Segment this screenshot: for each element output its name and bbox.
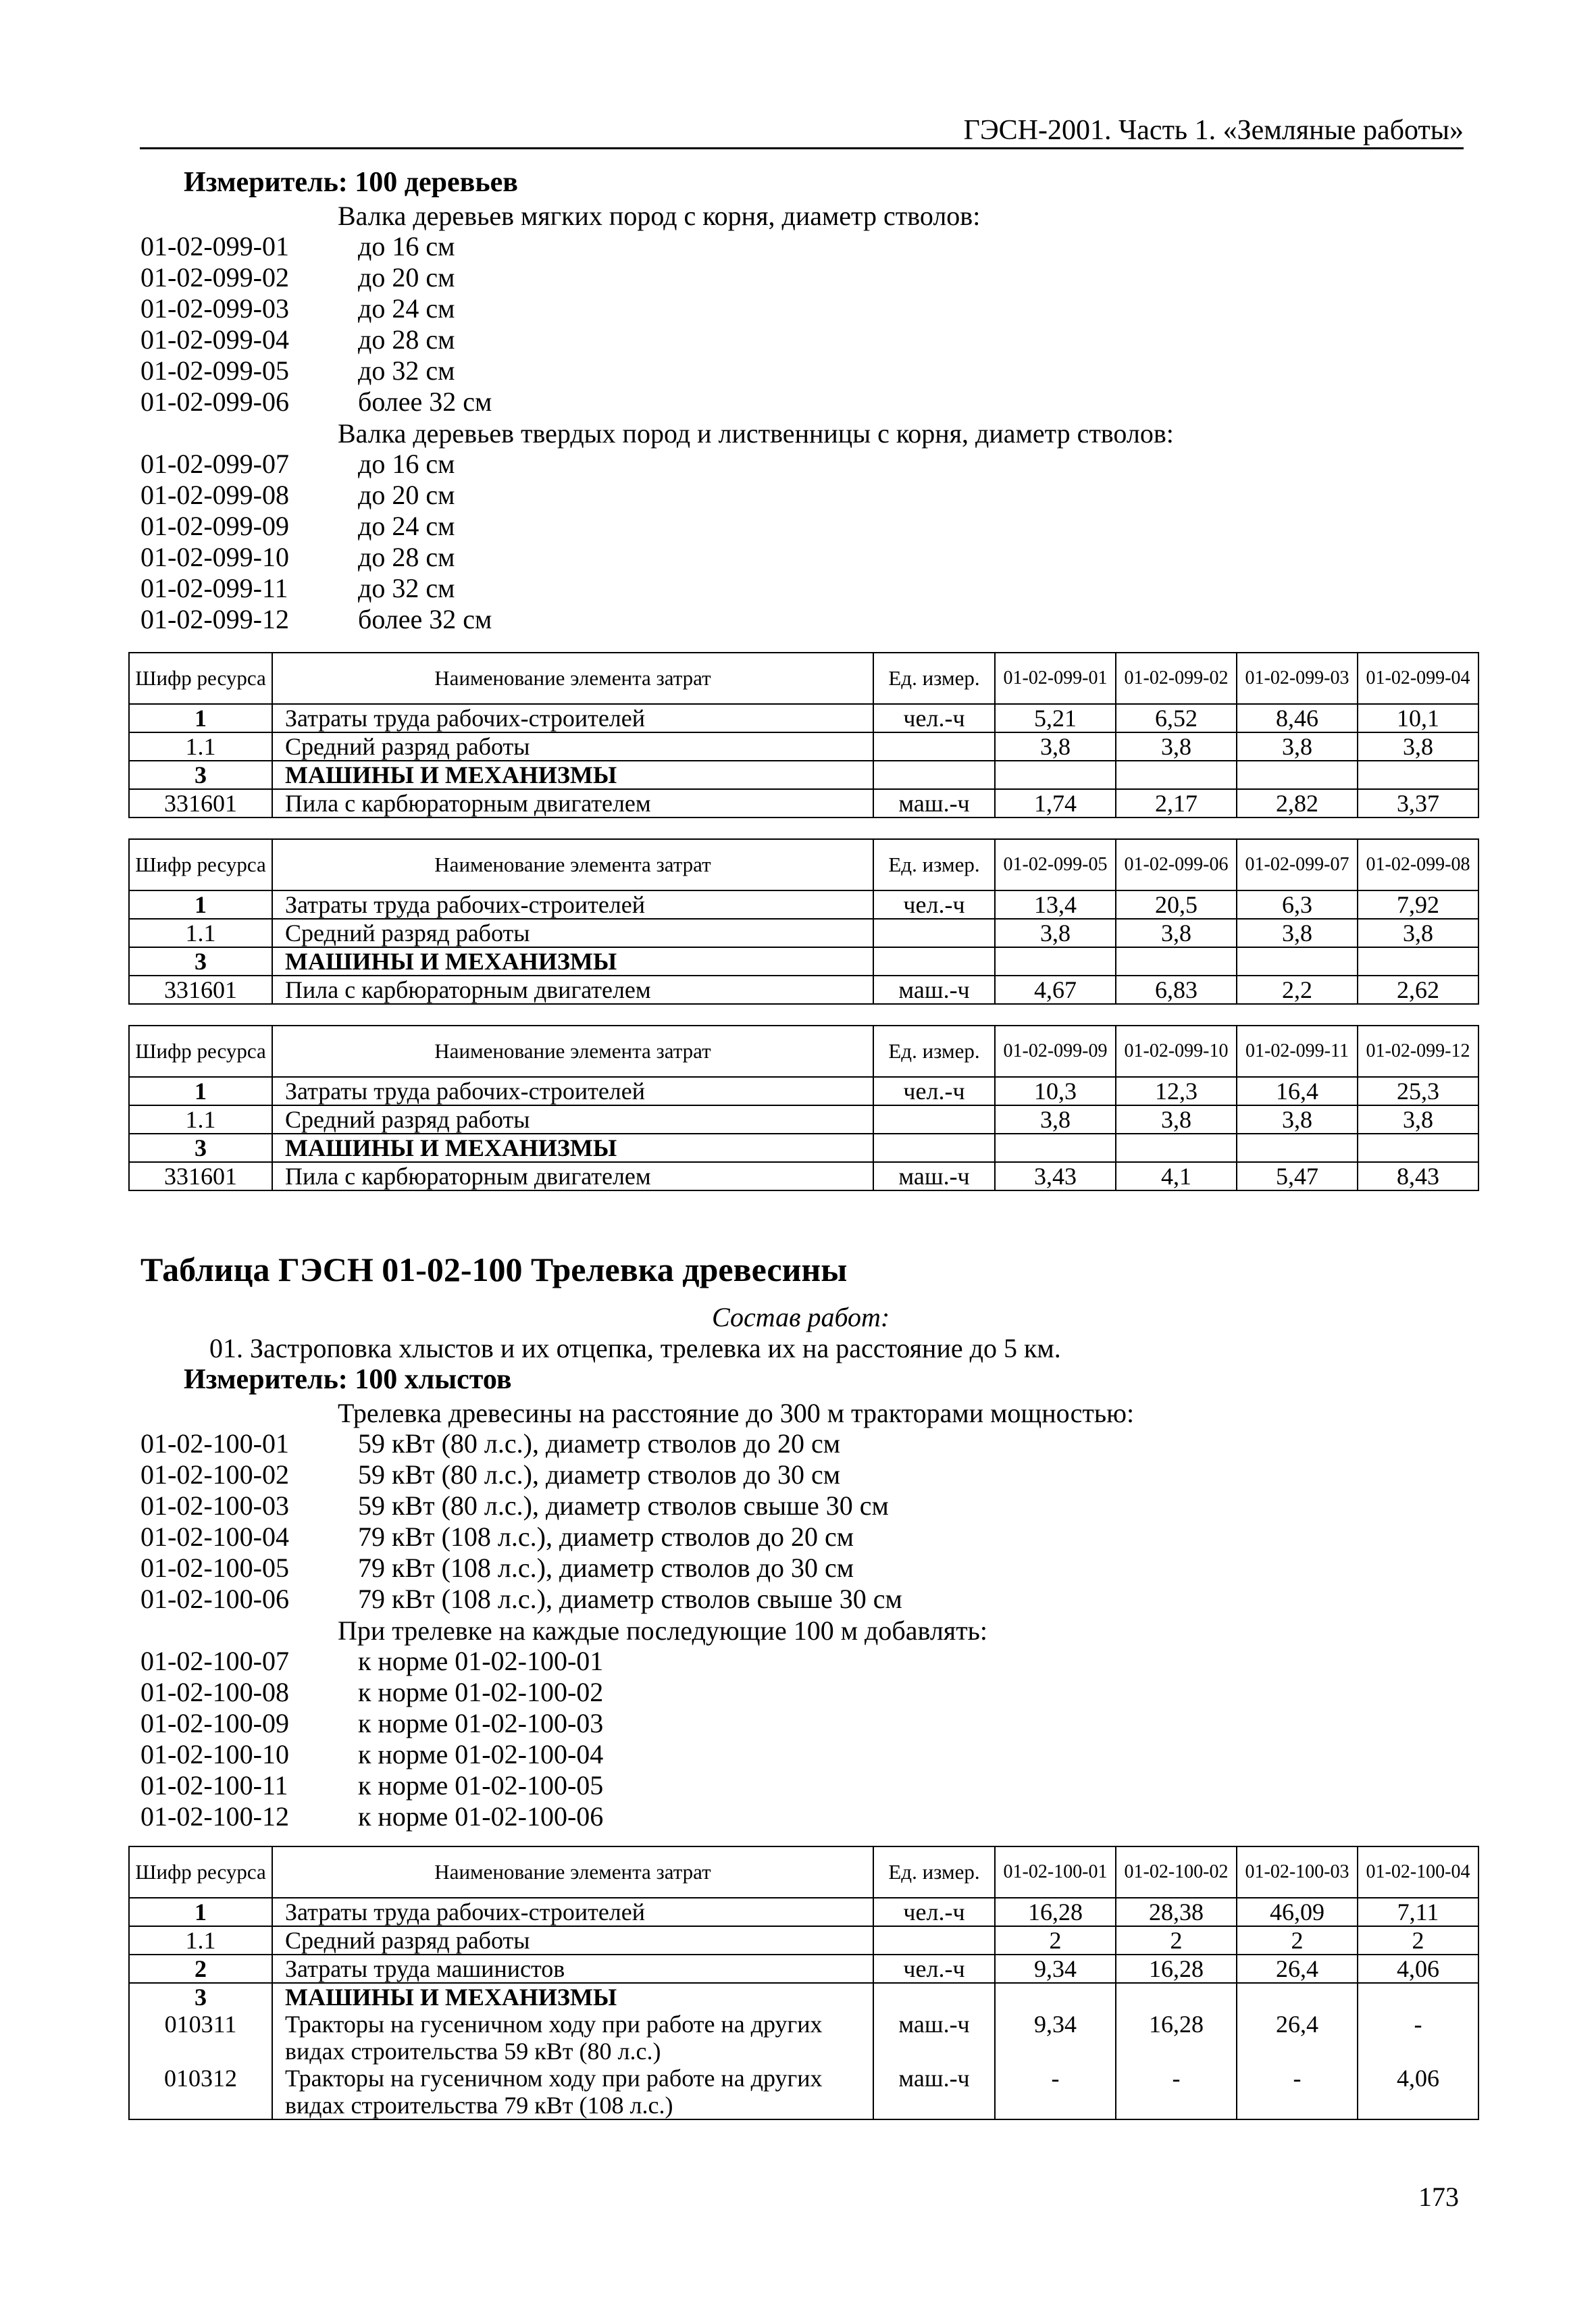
cell: 10,3: [995, 1077, 1116, 1105]
cell: [873, 761, 995, 789]
desc-list: [358, 449, 492, 635]
desc-item: 79 кВт (108 л.с.), диаметр стволов до 30 см: [358, 1553, 854, 1583]
desc-list: [358, 1428, 902, 1615]
code-item: 01-02-099-07: [140, 449, 289, 479]
cell: 3,8: [1237, 732, 1358, 761]
cell: Пила с карбюраторным двигателем: [272, 789, 873, 818]
desc-item: к норме 01-02-100-02: [358, 1677, 604, 1707]
cell: 331601: [129, 789, 272, 818]
cell: [1358, 761, 1478, 789]
table-row: [129, 1162, 1478, 1190]
cell: 1,74: [995, 789, 1116, 818]
desc-item: к норме 01-02-100-05: [358, 1770, 604, 1801]
works-label: Состав работ:: [712, 1302, 890, 1332]
cell: Затраты труда рабочих-строителей: [272, 1898, 873, 1926]
cell: 7,92: [1358, 890, 1478, 919]
cell: 3: [129, 1134, 272, 1162]
cell: 2: [995, 1926, 1116, 1955]
cell: 1: [129, 890, 272, 919]
table-row: [129, 1983, 1478, 2065]
cell: 3,8: [1116, 1105, 1237, 1134]
cell: 16,28: [1116, 1955, 1237, 1983]
desc-item: до 32 см: [358, 573, 455, 603]
cell: 2,62: [1358, 976, 1478, 1004]
code-item: 01-02-100-12: [140, 1801, 289, 1832]
cell: 1.1: [129, 732, 272, 761]
desc-item: к норме 01-02-100-03: [358, 1708, 604, 1738]
cell: 1.1: [129, 919, 272, 947]
cell: [873, 1926, 995, 1955]
cell: 2,82: [1237, 789, 1358, 818]
cell: маш.-ч: [873, 789, 995, 818]
cell: [1116, 761, 1237, 789]
resource-table: [128, 652, 1479, 818]
cell: 3,8: [1116, 732, 1237, 761]
cell: [995, 947, 1116, 976]
table-header-row: [129, 1026, 1478, 1077]
col-unit: Ед. измер.: [873, 839, 995, 890]
cell: 4,06: [1358, 2065, 1478, 2119]
cell: 3,8: [995, 1105, 1116, 1134]
cell: Затраты труда рабочих-строителей: [272, 890, 873, 919]
cell: 9,34: [995, 1955, 1116, 1983]
cell: [1237, 1134, 1358, 1162]
desc-list: [358, 231, 492, 418]
cell: 3,37: [1358, 789, 1478, 818]
col-code: Шифр ресурса: [129, 1026, 272, 1077]
cell: 13,4: [995, 890, 1116, 919]
table-row: [129, 947, 1478, 976]
cell: [1116, 947, 1237, 976]
table-row: [129, 2065, 1478, 2119]
cell: 3,8: [1237, 1105, 1358, 1134]
cell: [1358, 1134, 1478, 1162]
cell: маш.-ч: [873, 2065, 995, 2119]
desc-item: 79 кВт (108 л.с.), диаметр стволов свыше 30 см: [358, 1584, 902, 1614]
cell: Средний разряд работы: [272, 919, 873, 947]
cell: 16,28: [1116, 1983, 1237, 2065]
cell: 2,2: [1237, 976, 1358, 1004]
cell: чел.-ч: [873, 1898, 995, 1926]
col-norm: 01-02-100-04: [1358, 1846, 1478, 1898]
col-unit: Ед. измер.: [873, 1026, 995, 1077]
cell: -: [1116, 2065, 1237, 2119]
table-row: [129, 704, 1478, 732]
col-norm: 01-02-100-02: [1116, 1846, 1237, 1898]
meter-value: 100 хлыстов: [355, 1364, 512, 1395]
cell: [1116, 1134, 1237, 1162]
cell: 5,47: [1237, 1162, 1358, 1190]
col-norm: 01-02-099-09: [995, 1026, 1116, 1077]
cell: 25,3: [1358, 1077, 1478, 1105]
cell: 2: [1116, 1926, 1237, 1955]
code-item: 01-02-100-04: [140, 1521, 289, 1552]
col-name: Наименование элемента затрат: [272, 1026, 873, 1077]
cell: [995, 761, 1116, 789]
code-item: 01-02-100-03: [140, 1490, 289, 1521]
cell: 28,38: [1116, 1898, 1237, 1926]
cell: 5,21: [995, 704, 1116, 732]
code-item: 01-02-099-12: [140, 604, 289, 634]
code-item: 01-02-099-04: [140, 324, 289, 355]
desc-item: до 16 см: [358, 449, 455, 479]
cell: маш.-ч: [873, 1983, 995, 2065]
desc-item: до 28 см: [358, 324, 455, 355]
group-title: Валка деревьев мягких пород с корня, диаметр стволов:: [338, 201, 981, 231]
cell: 1.1: [129, 1105, 272, 1134]
table-header-row: [129, 839, 1478, 890]
cell: 10,1: [1358, 704, 1478, 732]
cell: Средний разряд работы: [272, 732, 873, 761]
code-item: 01-02-100-07: [140, 1646, 289, 1676]
code-list: [140, 449, 289, 635]
cell: [873, 919, 995, 947]
col-norm: 01-02-099-01: [995, 653, 1116, 704]
cell: [873, 947, 995, 976]
col-norm: 01-02-100-01: [995, 1846, 1116, 1898]
desc-item: до 16 см: [358, 231, 455, 261]
cell: Пила с карбюраторным двигателем: [272, 1162, 873, 1190]
cell: 3,8: [1237, 919, 1358, 947]
resource-table: [128, 1025, 1479, 1191]
resource-table: [128, 1846, 1479, 2120]
col-code: Шифр ресурса: [129, 653, 272, 704]
cell: МАШИНЫ И МЕХАНИЗМЫ: [272, 947, 873, 976]
cell: 3,8: [1358, 732, 1478, 761]
code-list: [140, 1646, 289, 1832]
table-row: [129, 890, 1478, 919]
col-norm: 01-02-099-08: [1358, 839, 1478, 890]
col-norm: 01-02-099-02: [1116, 653, 1237, 704]
col-norm: 01-02-100-03: [1237, 1846, 1358, 1898]
meter-label: Измеритель:: [184, 167, 348, 198]
cell: [129, 1983, 272, 2065]
desc-item: до 20 см: [358, 262, 455, 293]
code-item: 01-02-100-02: [140, 1459, 289, 1490]
col-name: Наименование элемента затрат: [272, 839, 873, 890]
col-norm: 01-02-099-07: [1237, 839, 1358, 890]
col-unit: Ед. измер.: [873, 1846, 995, 1898]
cell: -: [995, 2065, 1116, 2119]
table-header-row: [129, 653, 1478, 704]
desc-item: до 28 см: [358, 542, 455, 572]
cell: МАШИНЫ И МЕХАНИЗМЫ: [272, 1134, 873, 1162]
cell: 2: [129, 1955, 272, 1983]
code-item: 01-02-100-08: [140, 1677, 289, 1707]
code-list: [140, 1428, 289, 1615]
code-item: 01-02-100-06: [140, 1584, 289, 1614]
running-header: [140, 114, 1464, 149]
code-item: 01-02-100-09: [140, 1708, 289, 1738]
col-name: Наименование элемента затрат: [272, 653, 873, 704]
cell: 4,1: [1116, 1162, 1237, 1190]
cell: 2: [1358, 1926, 1478, 1955]
desc-item: 59 кВт (80 л.с.), диаметр стволов до 20 см: [358, 1428, 841, 1459]
code-item: 01-02-100-11: [140, 1770, 288, 1801]
cell: 3,8: [1116, 919, 1237, 947]
cell: 3: [129, 761, 272, 789]
cell: Тракторы на гусеничном ходу при работе на других видах строительства 79 кВт (108 л.с.): [272, 2065, 873, 2119]
code-item: 01-02-099-08: [140, 480, 289, 510]
desc-list: [358, 1646, 603, 1832]
cell: маш.-ч: [873, 976, 995, 1004]
meter-label: Измеритель:: [184, 1364, 348, 1395]
cell: 3,8: [1358, 919, 1478, 947]
code-list: [140, 231, 289, 418]
desc-item: до 24 см: [358, 293, 455, 324]
table-row: [129, 732, 1478, 761]
cell: [873, 732, 995, 761]
cell: 12,3: [1116, 1077, 1237, 1105]
cell: Средний разряд работы: [272, 1926, 873, 1955]
cell: 16,4: [1237, 1077, 1358, 1105]
group-title: Трелевка древесины на расстояние до 300 м тракторами мощностью:: [338, 1398, 1135, 1428]
desc-item: к норме 01-02-100-04: [358, 1739, 604, 1769]
cell: 1.1: [129, 1926, 272, 1955]
table-row: [129, 1105, 1478, 1134]
cell: чел.-ч: [873, 1955, 995, 1983]
table-row: [129, 1134, 1478, 1162]
cell: 26,4: [1237, 1983, 1358, 2065]
col-unit: Ед. измер.: [873, 653, 995, 704]
section-code: 3: [195, 1984, 207, 2011]
cell: 331601: [129, 1162, 272, 1190]
desc-item: до 32 см: [358, 355, 455, 386]
table-row: [129, 1898, 1478, 1926]
cell: 3,8: [995, 919, 1116, 947]
cell: 331601: [129, 976, 272, 1004]
table-row: [129, 1955, 1478, 1983]
code-item: 01-02-099-06: [140, 386, 289, 417]
desc-item: к норме 01-02-100-06: [358, 1801, 604, 1832]
table-row: [129, 1926, 1478, 1955]
col-norm: 01-02-099-06: [1116, 839, 1237, 890]
desc-item: более 32 см: [358, 604, 492, 634]
cell: 7,11: [1358, 1898, 1478, 1926]
cell: Средний разряд работы: [272, 1105, 873, 1134]
cell: 3,8: [995, 732, 1116, 761]
desc-item: 79 кВт (108 л.с.), диаметр стволов до 20 см: [358, 1521, 854, 1552]
cell: Пила с карбюраторным двигателем: [272, 976, 873, 1004]
cell: чел.-ч: [873, 704, 995, 732]
desc-item: 59 кВт (80 л.с.), диаметр стволов до 30 см: [358, 1459, 841, 1490]
table-header-row: [129, 1846, 1478, 1898]
meter-line-099: [184, 166, 518, 199]
resource-table: [128, 838, 1479, 1005]
group-title: При трелевке на каждые последующие 100 м добавлять:: [338, 1615, 988, 1646]
code-item: 01-02-099-09: [140, 511, 289, 541]
cell: чел.-ч: [873, 890, 995, 919]
table-row: [129, 976, 1478, 1004]
code-item: 01-02-099-11: [140, 573, 288, 603]
cell: 20,5: [1116, 890, 1237, 919]
col-norm: 01-02-099-03: [1237, 653, 1358, 704]
cell: чел.-ч: [873, 1077, 995, 1105]
col-code: Шифр ресурса: [129, 839, 272, 890]
cell: 6,52: [1116, 704, 1237, 732]
desc-item: до 24 см: [358, 511, 455, 541]
cell: 9,34: [995, 1983, 1116, 2065]
meter-value: 100 деревьев: [355, 167, 518, 198]
cell: Затраты труда рабочих-строителей: [272, 704, 873, 732]
cell: 6,83: [1116, 976, 1237, 1004]
code-item: 01-02-099-02: [140, 262, 289, 293]
cell: 8,43: [1358, 1162, 1478, 1190]
group-title: Валка деревьев твердых пород и лиственницы с корня, диаметр стволов:: [338, 418, 1174, 449]
col-norm: 01-02-099-11: [1237, 1026, 1358, 1077]
desc-item: к норме 01-02-100-01: [358, 1646, 604, 1676]
cell: 6,3: [1237, 890, 1358, 919]
cell: 16,28: [995, 1898, 1116, 1926]
code-item: 01-02-099-01: [140, 231, 289, 261]
desc-item: более 32 см: [358, 386, 492, 417]
code-item: 01-02-100-05: [140, 1553, 289, 1583]
col-norm: 01-02-099-10: [1116, 1026, 1237, 1077]
resource-code: 010311: [164, 2011, 237, 2038]
cell: 2: [1237, 1926, 1358, 1955]
meter-line-100: [184, 1363, 512, 1396]
cell: маш.-ч: [873, 1162, 995, 1190]
cell: 1: [129, 704, 272, 732]
cell: 4,67: [995, 976, 1116, 1004]
col-norm: 01-02-099-05: [995, 839, 1116, 890]
resource-name: Тракторы на гусеничном ходу при работе на других видах строительства 59 кВт (80 л.с.): [285, 2011, 823, 2065]
col-norm: 01-02-099-04: [1358, 653, 1478, 704]
cell: [873, 1134, 995, 1162]
cell: 3: [129, 947, 272, 976]
cell: 8,46: [1237, 704, 1358, 732]
running-title: ГЭСН-2001. Часть 1. «Земляные работы»: [963, 115, 1464, 146]
col-norm: 01-02-099-12: [1358, 1026, 1478, 1077]
table-title: Таблица ГЭСН 01-02-100 Трелевка древесины: [140, 1251, 848, 1288]
cell: 010312: [129, 2065, 272, 2119]
table-row: [129, 789, 1478, 818]
code-item: 01-02-099-05: [140, 355, 289, 386]
cell: 46,09: [1237, 1898, 1358, 1926]
code-item: 01-02-100-01: [140, 1428, 289, 1459]
table-row: [129, 919, 1478, 947]
cell: МАШИНЫ И МЕХАНИЗМЫ: [272, 761, 873, 789]
cell: 1: [129, 1077, 272, 1105]
cell: 3,43: [995, 1162, 1116, 1190]
page-number: 173: [1418, 2182, 1459, 2212]
cell: [1358, 947, 1478, 976]
code-item: 01-02-100-10: [140, 1739, 289, 1769]
cell: [873, 1105, 995, 1134]
table-row: [129, 1077, 1478, 1105]
cell: -: [1358, 1983, 1478, 2065]
cell: 2,17: [1116, 789, 1237, 818]
desc-item: 59 кВт (80 л.с.), диаметр стволов свыше 30 см: [358, 1490, 889, 1521]
table-row: [129, 761, 1478, 789]
cell: 26,4: [1237, 1955, 1358, 1983]
cell: [1237, 947, 1358, 976]
desc-item: до 20 см: [358, 480, 455, 510]
cell: 4,06: [1358, 1955, 1478, 1983]
section-name: МАШИНЫ И МЕХАНИЗМЫ: [285, 1984, 617, 2011]
cell: -: [1237, 2065, 1358, 2119]
code-item: 01-02-099-03: [140, 293, 289, 324]
col-code: Шифр ресурса: [129, 1846, 272, 1898]
col-name: Наименование элемента затрат: [272, 1846, 873, 1898]
work-item: 01. Застроповка хлыстов и их отцепка, трелевка их на расстояние до 5 км.: [209, 1333, 1061, 1363]
cell: 3,8: [1358, 1105, 1478, 1134]
code-item: 01-02-099-10: [140, 542, 289, 572]
cell: [1237, 761, 1358, 789]
cell: Затраты труда машинистов: [272, 1955, 873, 1983]
cell: [272, 1983, 873, 2065]
cell: Затраты труда рабочих-строителей: [272, 1077, 873, 1105]
cell: 1: [129, 1898, 272, 1926]
cell: [995, 1134, 1116, 1162]
